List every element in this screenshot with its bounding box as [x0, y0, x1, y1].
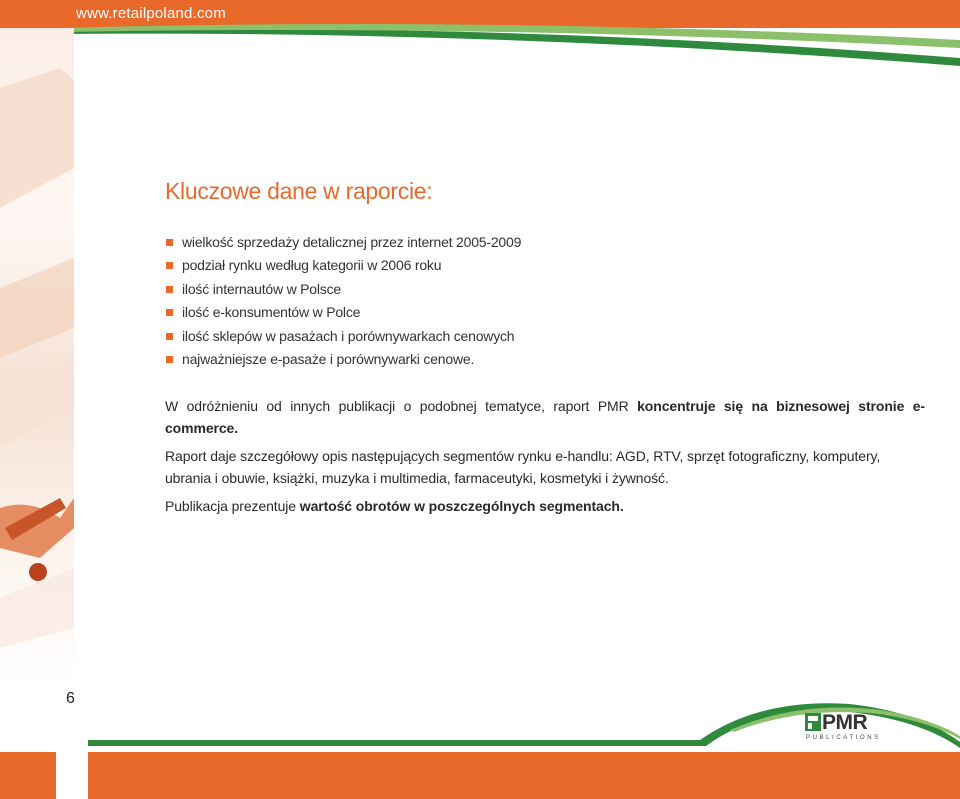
- paragraph-segments: Raport daje szczegółowy opis następujących segmentów rynku e-handlu: AGD, RTV, sprzęt fotograficzny, komputery, ubrania i obuwie, książki, muzyka i multimedia, farmaceutyki, kosmetyki i żywność.: [165, 448, 881, 487]
- bullet-square-icon: [166, 286, 173, 293]
- site-url-link[interactable]: www.retailpoland.com: [76, 5, 226, 22]
- key-data-list: [165, 231, 925, 371]
- main-content: [165, 178, 925, 517]
- bullet-square-icon: [166, 356, 173, 363]
- decorative-side-image: [0, 28, 74, 688]
- paragraph-bold-text: wartość obrotów w poszczególnych segmentach.: [299, 498, 624, 515]
- section-heading: Kluczowe dane w raporcie:: [165, 178, 433, 204]
- list-item: [165, 301, 925, 324]
- list-item-text: wielkość sprzedaży detalicznej przez internet 2005-2009: [182, 234, 522, 250]
- list-item: [165, 231, 925, 254]
- paragraph-text: Publikacja prezentuje: [165, 498, 296, 515]
- list-item-text: ilość sklepów w pasażach i porównywarkach cenowych: [182, 327, 515, 344]
- pmr-logo-subtext: PUBLICATIONS: [806, 735, 881, 741]
- list-item-text: podział rynku według kategorii w 2006 roku: [182, 257, 442, 274]
- pmr-logo: [805, 711, 881, 745]
- bullet-square-icon: [166, 239, 173, 246]
- list-item-text: najważniejsze e-pasaże i porównywarki cenowe.: [182, 351, 475, 368]
- pmr-logo-mark-icon: [805, 713, 821, 731]
- pmr-logo-text: PMR: [822, 711, 868, 734]
- list-item-text: ilość e-konsumentów w Polce: [182, 304, 361, 321]
- list-item: [165, 254, 925, 277]
- paragraph-bold-text: koncentruje się na biznesowej stronie e-commerce.: [165, 398, 925, 437]
- paragraph-focus: [165, 395, 925, 439]
- bullet-square-icon: [166, 333, 173, 340]
- page-number: 6: [66, 690, 75, 707]
- list-item: [165, 348, 925, 371]
- paragraph-text: W odróżnieniu od innych publikacji o podobnej tematyce, raport PMR: [165, 398, 629, 415]
- bullet-square-icon: [166, 309, 173, 316]
- paragraph-values: [165, 495, 925, 517]
- list-item-text: ilość internautów w Polsce: [182, 280, 341, 297]
- list-item: [165, 278, 925, 301]
- bullet-square-icon: [166, 262, 173, 269]
- list-item: [165, 325, 925, 348]
